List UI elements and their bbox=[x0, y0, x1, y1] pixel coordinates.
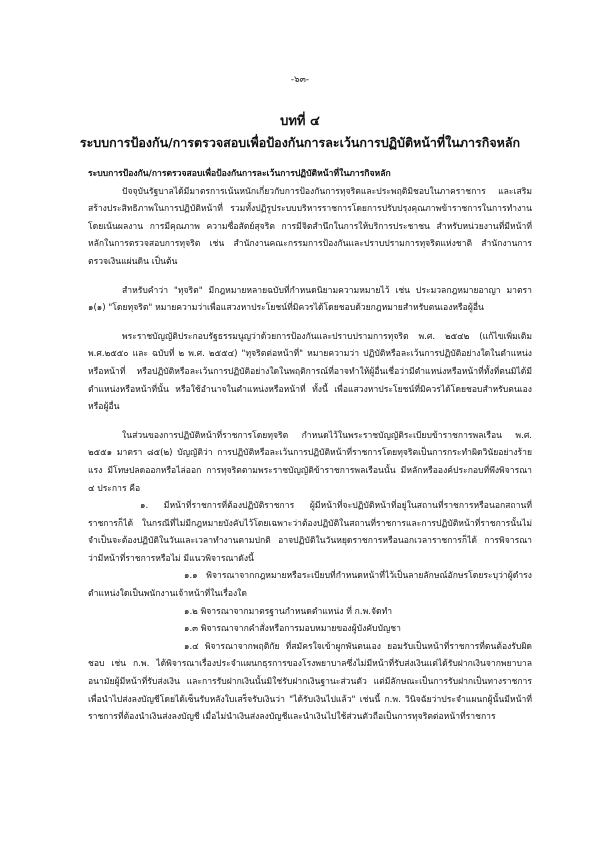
chapter-title: ระบบการป้องกัน/การตรวจสอบเพื่อป้องกันการละเว้นการปฏิบัติหน้าที่ในภารกิจหลัก bbox=[79, 135, 521, 150]
list-item-1-1: ๑.๑ พิจารณาจากกฎหมายหรือระเบียบที่กำหนดหน้าที่ไว้เป็นลายลักษณ์อักษรโดยระบุว่าผู้ดำรงตำแหน่งใดเป็นพนักงานเจ้าหน้าที่ในเรื่องใด bbox=[88, 571, 532, 600]
paragraph-definition-criminal-code: สำหรับคำว่า "ทุจริต" มีกฎหมายหลายฉบับที่กำหนดนิยามความหมายไว้ เช่น ประมวลกฎหมายอาญา มาตรา ๑(๑) "โดยทุจริต" หมายความว่าเพื่อแสวงหาประโยชน์ที่มิควรได้โดยชอบด้วยกฎหมายสำหรับตนเองหรือผู้อื่น bbox=[88, 285, 532, 314]
paragraph-definition-anti-corruption-act: พระราชบัญญัติประกอบรัฐธรรมนูญว่าด้วยการป้องกันและปราบปรามการทุจริต พ.ศ. ๒๕๔๒ (แก้ไขเพิ่มเติม พ.ศ.๒๕๕๐ และ ฉบับที่ ๒ พ.ศ. ๒๕๕๔) "ทุจริตต่อหน้าที่" หมายความว่า ปฏิบัติหรือละเว้นการปฏิบัติอย่างใดในตำแหน่งหรือหน้าที่ หรือปฏิบัติหรือละเว้นการปฏิบัติอย่างใดในพฤติการณ์ที่อาจทำให้ผู้อื่นเชื่อว่ามีตำแหน่งหรือหน้าที่ทั้งที่ตนมิได้มีตำแหน่งหรือหน้าที่นั้น หรือใช้อำนาจในตำแหน่งหรือหน้าที่ ทั้งนี้ เพื่อแสวงหาประโยชน์ที่มิควรได้โดยชอบสำหรับตนเองหรือผู้อื่น bbox=[88, 331, 532, 413]
page-number: -๖๓- bbox=[290, 75, 310, 85]
section-heading: ระบบการป้องกัน/การตรวจสอบเพื่อป้องกันการละเว้นการปฏิบัติหน้าที่ในภารกิจหลัก bbox=[88, 169, 391, 179]
paragraph-civil-service-act: ในส่วนของการปฏิบัติหน้าที่ราชการโดยทุจริต กำหนดไว้ในพระราชบัญญัติระเบียบข้าราชการพลเรือน พ.ศ. ๒๕๕๑ มาตรา ๘๕(๒) บัญญัติว่า การปฏิบัติหรือละเว้นการปฏิบัติหน้าที่ราชการโดยทุจริตเป็นการกระทำผิดวินัยอย่างร้ายแรง มีโทษปลดออกหรือไล่ออก การทุจริตตามพระราชบัญญัติข้าราชการพลเรือนนั้น มีหลักหรือองค์ประกอบที่พึงพิจารณา ๔ ประการ คือ bbox=[88, 430, 532, 494]
document-body bbox=[88, 166, 532, 727]
list-item-1-2: ๑.๒ พิจารณาจากมาตรฐานกำหนดตำแหน่ง ที่ ก.พ.จัดทำ bbox=[184, 606, 393, 617]
paragraph-intro: ปัจจุบันรัฐบาลได้มีมาตรการเน้นหนักเกี่ยวกับการป้องกันการทุจริตและประพฤติมิชอบในภาคราชการ และเสริมสร้างประสิทธิภาพในการปฏิบัติหน้าที่ รวมทั้งปฏิรูประบบบริหารราชการโดยการปรับปรุงคุณภาพข้าราชการในการทำงานโดยเน้นผลงาน การมีคุณภาพ ความซื่อสัตย์สุจริต การมีจิตสำนึกในการให้บริการประชาชน สำหรับหน่วยงานที่มีหน้าที่หลักในการตรวจสอบการทุจริต เช่น สำนักงานคณะกรรมการป้องกันและปราบปรามการทุจริตแห่งชาติ สำนักงานการตรวจเงินแผ่นดิน เป็นต้น bbox=[88, 186, 532, 267]
list-item-1-4: ๑.๔ พิจารณาจากพฤติกัย ที่สมัครใจเข้าผูกพันตนเอง ยอมรับเป็นหน้าที่ราชการที่ตนต้องรับผิดชอบ เช่น ก.พ. ได้พิจารณาเรื่องประจำแผนกธุรการของโรงพยาบาลซึ่งไม่มีหน้าที่รับส่งเงินแต่ได้รับฝากเงินจากพยาบาลอนามัยผู้มีหน้าที่รับส่งเงิน และการรับฝากเงินนั้นมิใช่รับฝากเงินฐานะส่วนตัว แต่มีลักษณะเป็นการรับฝากเป็นทางราชการเพื่อนำไปส่งลงบัญชีโดยได้เซ็นรับหลังใบเสร็จรับเงินว่า "ได้รับเงินไปแล้ว" เช่นนี้ ก.พ. วินิจฉัยว่าประจำแผนกผู้นั้นมีหน้าที่ราชการที่ต้องนำเงินส่งลงบัญชี เมื่อไม่นำเงินส่งลงบัญชีและนำเงินไปใช้ส่วนตัวถือเป็นการทุจริตต่อหน้าที่ราชการ bbox=[88, 641, 532, 723]
list-item-1: ๑. มีหน้าที่ราชการที่ต้องปฏิบัติราชการ ผู้มีหน้าที่จะปฏิบัติหน้าที่อยู่ในสถานที่ราชการหรือนอกสถานที่ราชการก็ได้ ในกรณีที่ไม่มีกฎหมายบังคับไว้โดยเฉพาะว่าต้องปฏิบัติในสถานที่ราชการและการปฏิบัติหน้าที่ราชการนั้นไม่จำเป็นจะต้องปฏิบัติในวันและเวลาทำงานตามปกติ อาจปฏิบัติในวันหยุดราชการหรือนอกเวลาราชการก็ได้ การพิจารณาว่ามีหน้าที่ราชการหรือไม่ มีแนวพิจารณาดังนี้ bbox=[88, 501, 532, 564]
list-item-1-3: ๑.๓ พิจารณาจากคำสั่งหรือการมอบหมายของผู้บังคับบัญชา bbox=[184, 624, 401, 635]
chapter-heading: บทที่ ๔ bbox=[280, 114, 320, 129]
